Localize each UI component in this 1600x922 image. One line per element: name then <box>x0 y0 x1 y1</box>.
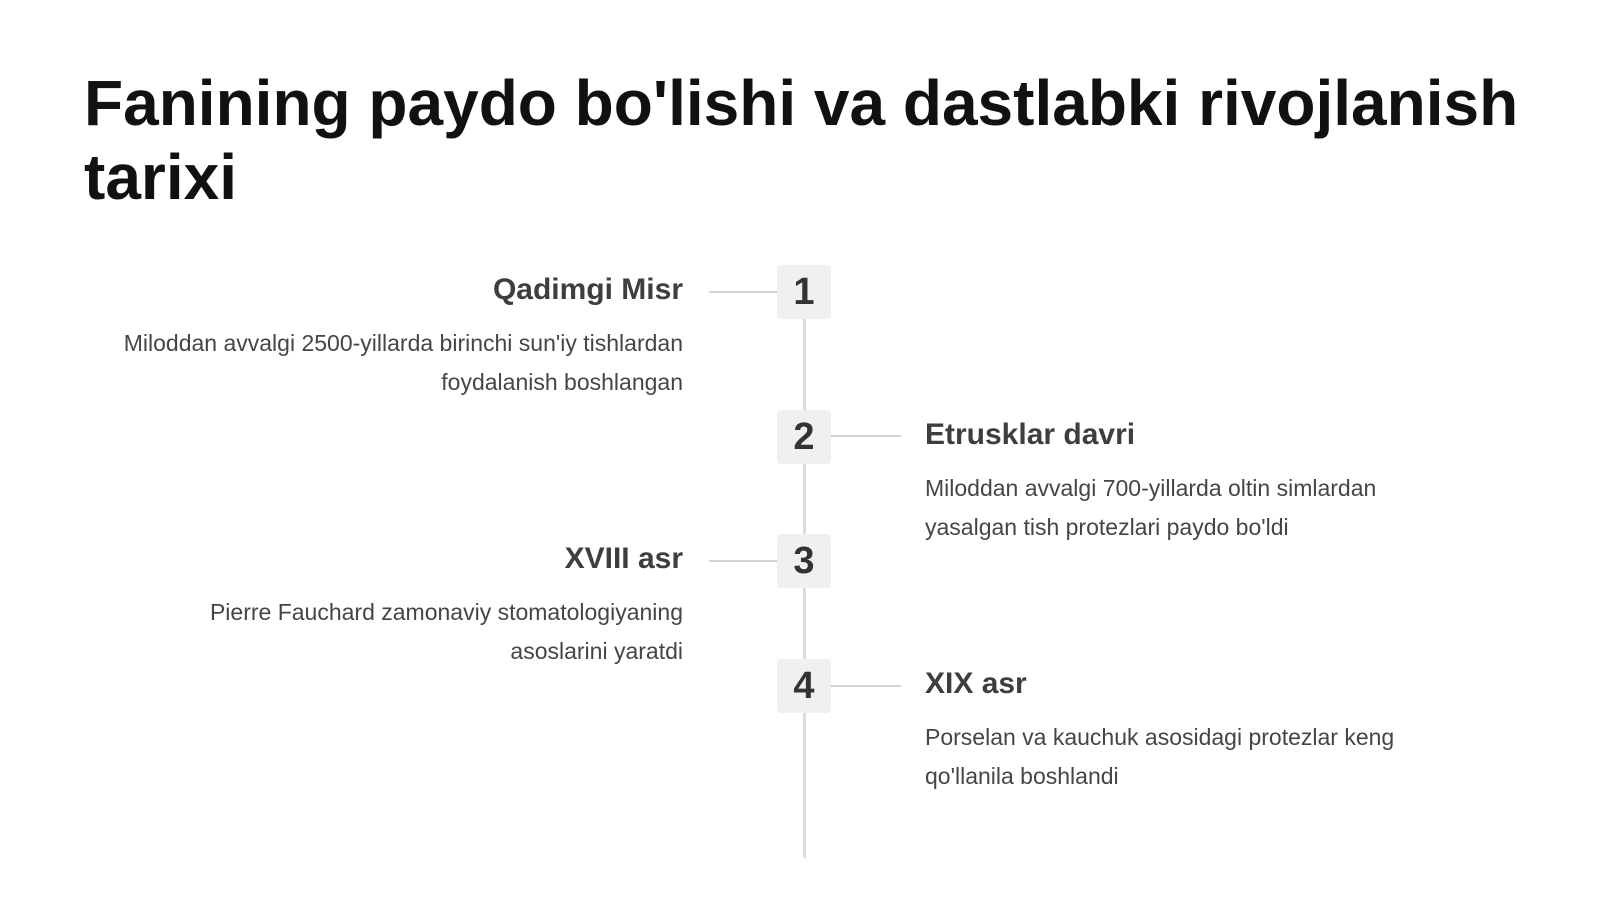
event-description-4: Porselan va kauchuk asosidagi protezlar keng qo'llanila boshlandi <box>925 724 1395 789</box>
event-heading-3: XVIII asr <box>564 542 683 575</box>
timeline-marker-4: 4 <box>777 659 831 713</box>
event-heading-2: Etrusklar davri <box>925 418 1136 451</box>
event-description-2: Miloddan avvalgi 700-yillarda oltin simlardan yasalgan tish protezlari paydo bo'ldi <box>925 475 1377 540</box>
timeline-marker-2: 2 <box>777 410 831 464</box>
event-heading-4: XIX asr <box>925 667 1027 700</box>
timeline-connector <box>831 435 901 437</box>
timeline-connector <box>709 560 779 562</box>
event-description-1: Miloddan avvalgi 2500-yillarda birinchi sun'iy tishlardan foydalanish boshlangan <box>123 330 683 395</box>
timeline-connector <box>831 685 901 687</box>
page-title: Fanining paydo bo'lishi va dastlabki rivojlanish tarixi <box>84 67 1519 213</box>
event-heading-1: Qadimgi Misr <box>492 273 683 306</box>
timeline-connector <box>709 291 779 293</box>
event-description-3: Pierre Fauchard zamonaviy stomatologiyaning asoslarini yaratdi <box>209 599 683 664</box>
timeline-marker-1: 1 <box>777 265 831 319</box>
timeline-marker-3: 3 <box>777 534 831 588</box>
